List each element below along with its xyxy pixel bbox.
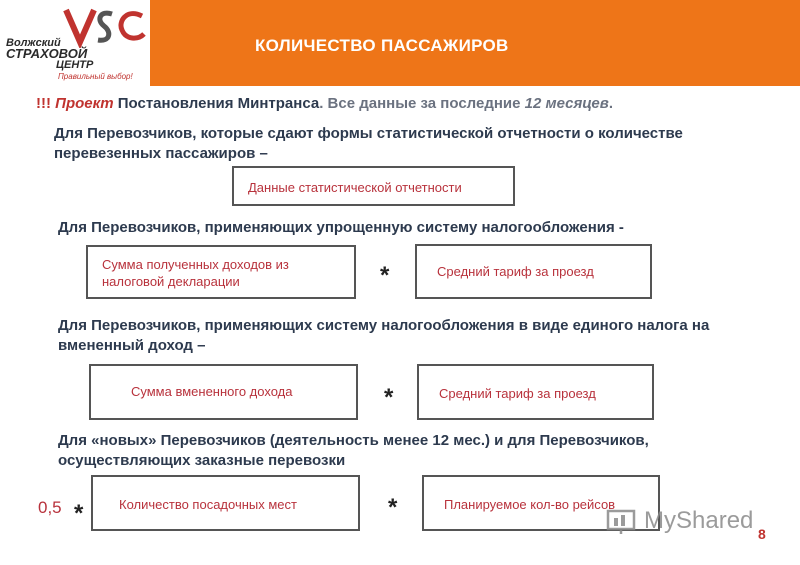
- intro-project: Проект: [55, 95, 114, 112]
- section3-text: Для Перевозчиков, применяющих систему налогообложения в виде единого налога на вмененный доход –: [58, 317, 710, 354]
- coefficient: 0,5: [38, 498, 62, 517]
- multiply-operator: *: [380, 262, 390, 289]
- intro-exclaim: !!!: [36, 95, 51, 112]
- logo-line-3: ЦЕНТР: [56, 59, 94, 71]
- planned-trips-box: Планируемое кол-во рейсов: [422, 475, 660, 531]
- logo-wordmark: [6, 38, 106, 70]
- intro-line: [36, 95, 613, 112]
- average-fare-box: Средний тариф за проезд: [417, 364, 654, 420]
- section2-text: Для Перевозчиков, применяющих упрощенную систему налогообложения -: [58, 219, 624, 236]
- logo-line-2: СТРАХОВОЙ: [6, 46, 88, 61]
- watermark: [606, 505, 774, 539]
- section4-text: Для «новых» Перевозчиков (деятельность менее 12 мес.) и для Перевозчиков, осуществляющих заказные перевозки: [58, 432, 649, 469]
- income-declaration-box: Сумма полученных доходов из налоговой декларации: [86, 245, 356, 299]
- intro-rest: . Все данные за последние: [319, 95, 521, 112]
- company-logo: [0, 0, 150, 86]
- logo-line-1: Волжский: [6, 37, 61, 49]
- multiply-operator: *: [388, 494, 398, 521]
- page-title: КОЛИЧЕСТВО ПАССАЖИРОВ: [255, 36, 509, 55]
- presentation-icon: [606, 509, 640, 535]
- page-number: 8: [758, 526, 766, 542]
- intro-period: 12 месяцев: [524, 95, 609, 112]
- average-fare-box: Средний тариф за проезд: [415, 244, 652, 299]
- statistics-box: Данные статистической отчетности: [232, 166, 515, 206]
- multiply-operator: *: [384, 384, 394, 411]
- imputed-income-box: Сумма вмененного дохода: [89, 364, 358, 420]
- seats-count-box: Количество посадочных мест: [91, 475, 360, 531]
- watermark-text: MyShared: [644, 507, 754, 534]
- section1-text: Для Перевозчиков, которые сдают формы статистической отчетности о количестве перевезенных пассажиров –: [54, 125, 683, 162]
- intro-decree: Постановления Минтранса: [117, 95, 320, 112]
- intro-end: .: [608, 95, 613, 112]
- logo-slogan: Правильный выбор!: [58, 72, 133, 81]
- multiply-operator: *: [74, 500, 84, 527]
